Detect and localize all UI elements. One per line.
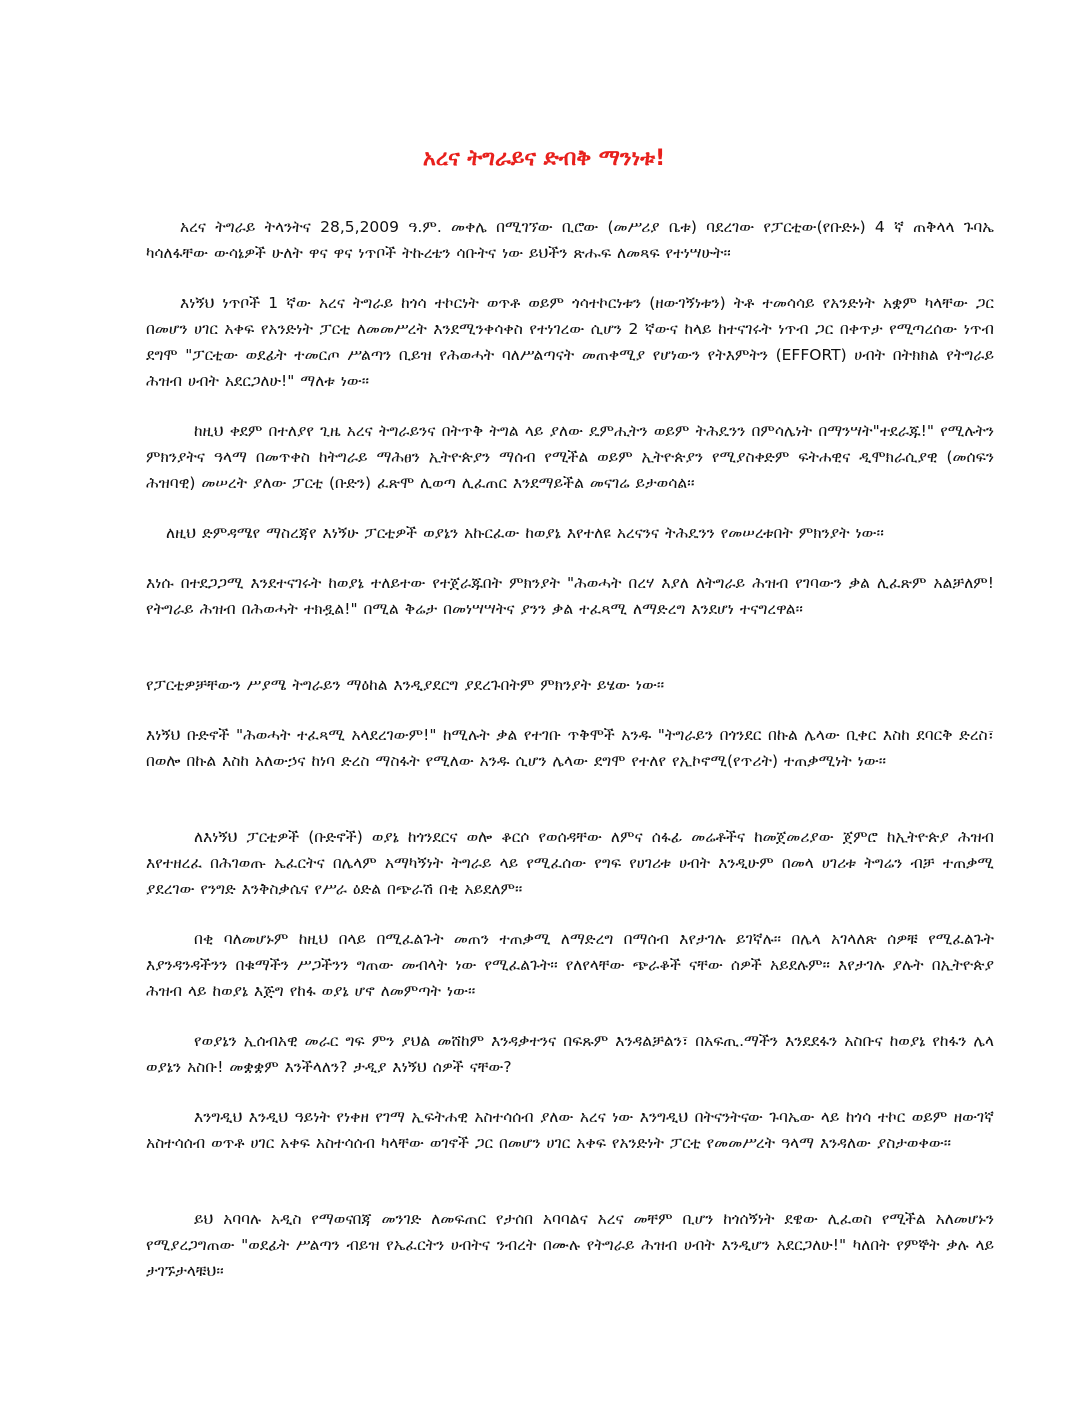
paragraph-3: ከዚህ ቀደም በተለያየ ጊዜ አረና ትግራይንና በትጥቅ ትግል ላይ ያለው ዴምሒትን ወይም ትሕዴንን በምሳሌነት በማንሣት"ተደራጁ!" የሚሉትን ምክንያትና ዓላማ በመጥቀስ ከትግራይ ማሕፀን ኢትዮጵያን ማሰብ የሚችል ወይም ኢትዮጵያን የሚያስቀድም ፍትሐዊና ዲሞክራሲያዊ (መሰፍን ሕዝባዊ) መሠረት ያለው ፓርቲ (ቡድን) ፈጽሞ ሊወጣ ሊፈጠር እንደማይችል መናገሬ ይታወሳል፡፡ bbox=[146, 422, 994, 492]
paragraph-9: በቂ ባለመሆኑም ከዚህ በላይ በሚፈልጉት መጠን ተጠቃሚ ለማድረግ በማሰብ እየታገሉ ይገኛሉ፡፡ በሌላ አገላለጽ ሰዎቹ የሚፈልጉት እያንዳንዳችንን በቁማችን ሥጋችንን ግጠው መብላት ነው የሚፈልጉት፡፡ የለየላቸው ጭራቆች ናቸው ሰዎች አይደሉም፡፡ እየታገሉ ያሉት በኢትዮጵያ ሕዝብ ላይ ከወያኔ እጅግ የከፋ ወያኔ ሆኖ ለመምጣት ነው፡፡ bbox=[146, 930, 994, 1000]
paragraph-4: ለዚህ ድምዳሜየ ማስረጃየ እነኝሁ ፓርቲዎች ወያኔን አኩርፈው ከወያኔ እየተለዩ አረናንና ትሕዴንን የመሠረቱበት ምክንያት ነው፡፡ bbox=[166, 524, 884, 542]
paragraph-2: እነኝህ ነጥቦች 1 ኛው አረና ትግራይ ከጎሳ ተኮርነት ወጥቶ ወይም ጎሳተኮርነቱን (ዘውገኝነቱን) ትቶ ተመሳሳይ የአንድነት አቋም ካላቸው ጋር በመሆን ሀገር አቀፍ የአንድነት ፓርቲ ለመመሥረት እንደሚንቀሳቀስ የተነገረው ሲሆን 2 ኛውና ከላይ ከተናገሩት ነጥብ ጋር በቀጥታ የሚጣረሰው ነጥብ ደግሞ "ፓርቲው ወደፊት ተመርጦ ሥልጣን ቢይዝ የሕወሓት ባለሥልጣናት መጠቀሚያ የሆነውን የትእምትን (EFFORT) ሀብት በትክክል የትግራይ ሕዝብ ሀብት አደርጋለሁ!" ማለቱ ነው፡፡ bbox=[146, 294, 994, 390]
paragraph-7: እነኝህ ቡድኖች "ሕወሓት ተፈጻሚ አላደረገውም!" ከሚሉት ቃል የተገቡ ጥቅሞች አንዱ "ትግራይን በጎንደር በኩል ሌላው ቢቀር እስከ ደባርቅ ድረስ፣ በወሎ በኩል እስከ አለውኃና ከነባ ድረስ ማስፋት የሚለው አንዱ ሲሆን ሌላው ደግሞ የተለየ የኢኮኖሚ(የጥሪት) ተጠቃሚነት ነው፡፡ bbox=[146, 726, 994, 770]
paragraph-10: የወያኔን ኢሰብአዊ መራር ግፍ ምን ያህል መሸከም እንዳቃተንና በፍጹም እንዳልቻልን፣ በአፍጢ.ማችን እንደደፋን አስቡና ከወያኔ የከፋን ሌላ ወያኔን አስቡ! መቋቋም እንችላለን? ታዲያ እነኝህ ሰዎች ናቸው? bbox=[146, 1032, 994, 1076]
paragraph-6: የፓርቲዎቻቸውን ሥያሜ ትግራይን ማዕከል እንዲያደርግ ያደረጉበትም ምክንያት ይሄው ነው፡፡ bbox=[146, 676, 665, 694]
paragraph-8: ለእነኝህ ፓርቲዎች (ቡድኖች) ወያኔ ከጎንደርና ወሎ ቆርሶ የወሰዳቸው ለምና ሰፋፊ መሬቶችና ከመጀመሪያው ጀምሮ ከኢትዮጵያ ሕዝብ እየተዘረፈ በሕገወጡ ኤፈርትና በሌላም አማካኝነት ትግራይ ላይ የሚፈሰው የግፍ የሀገሪቱ ሀብት እንዲሁም በመላ ሀገሪቱ ትግሬን ብቻ ተጠቃሚ ያደረገው የንግድ እንቅስቃሴና የሥራ ዕድል በጭራሽ በቂ አይደለም፡፡ bbox=[146, 828, 994, 898]
paragraph-1: አረና ትግራይ ትላንትና 28,5,2009 ዓ.ም. መቀሌ በሚገኘው ቢሮው (መሥሪያ ቤቱ) ባደረገው የፓርቲው(የቡድኑ) 4 ኛ ጠቅላላ ጉባኤ ካሳለፋቸው ውሳኔዎች ሁለት ዋና ዋና ነጥቦች ትኩረቴን ሳቡትና ነው ይህችን ጽሑፍ ለመጻፍ የተነሣሁት፡፡ bbox=[146, 218, 994, 262]
paragraph-5: እነሱ በተደጋጋሚ እንደተናገሩት ከወያኔ ተለይተው የተጀራጁበት ምክንያት "ሕወሓት በረሃ እያለ ለትግራይ ሕዝብ የገባውን ቃል ሊፈጽም አልቻለም! የትግራይ ሕዝብ በሕወሓት ተክዷል!" በሚል ቅሬታ በመነሣሣትና ያንን ቃል ተፈጻሚ ለማድረግ እንደሆነ ተናግረዋል፡፡ bbox=[146, 574, 994, 618]
document-title: አረና ትግራይና ድብቅ ማንነቱ! bbox=[422, 146, 666, 171]
paragraph-11: እንግዲህ እንዲህ ዓይነት የነቀዘ የገማ ኢፍትሐዊ አስተሳሰብ ያለው አረና ነው እንግዲህ በትናንትናው ጉባኤው ላይ ከጎሳ ተኮር ወይም ዘውገኛ አስተሳሰብ ወጥቶ ሀገር አቀፍ አስተሳሰብ ካላቸው ወገኖች ጋር በመሆን ሀገር አቀፍ የአንድነት ፓርቲ የመመሥረት ዓላማ እንዳለው ያስታወቀው፡፡ bbox=[146, 1108, 994, 1152]
paragraph-12: ይህ አባባሉ አዲስ የማወናበጃ መንገድ ለመፍጠር የታሰበ አባባልና አረና መቸም ቢሆን ከጎሰኝነት ደዌው ሊፈወስ የሚችል አለመሆኑን የሚያረጋግጠው "ወደፊት ሥልጣን ብይዝ የኤፈርትን ሀብትና ንብረት በሙሉ የትግራይ ሕዝብ ሀብት እንዲሆን አደርጋለሁ!" ካለበት የምኞት ቃሉ ላይ ታገኙታላቹህ፡፡ bbox=[146, 1210, 994, 1280]
